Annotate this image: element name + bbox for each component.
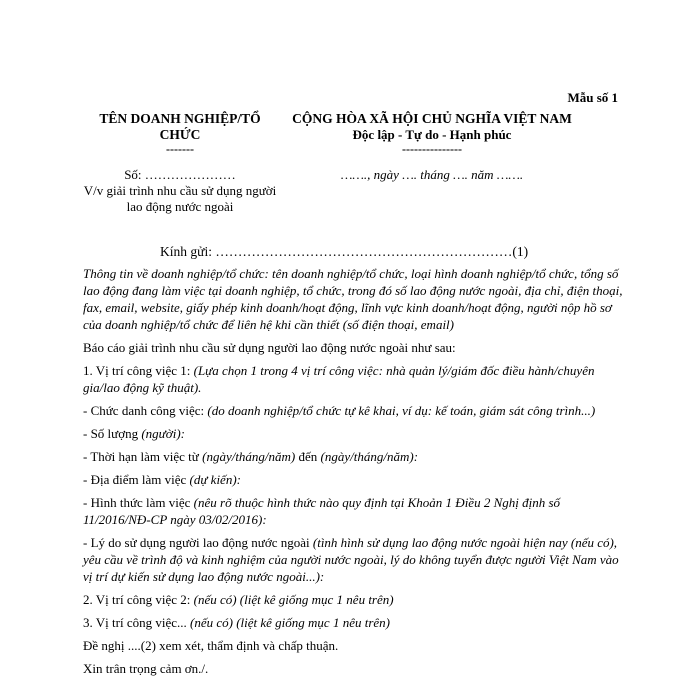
item-reason xyxy=(83,534,623,585)
document-number: Số: ………………… xyxy=(124,167,236,182)
date-line: ……., ngày …. tháng …. năm ……. xyxy=(340,167,524,182)
item-note: (ngày/tháng/năm): xyxy=(320,449,419,464)
closing-line: Xin trân trọng cảm ơn./. xyxy=(83,661,209,676)
report-intro: Báo cáo giải trình nhu cầu sử dụng người lao động nước ngoài như sau: xyxy=(83,340,456,355)
item-note: (tình hình sử dụng lao động nước ngoài hiện nay (nếu có), yêu cầu về trình độ và kinh nghiệm của người nước ngoài, lý do không tuyển được người Việt Nam vào vị trí dự kiến sử dụng lao động nước ngoài...): xyxy=(83,535,619,584)
item-text: - Lý do sử dụng người lao động nước ngoài xyxy=(83,535,313,550)
item-note: (ngày/tháng/năm) xyxy=(202,449,296,464)
item-position-3 xyxy=(83,614,623,631)
item-note: (dự kiến): xyxy=(189,472,241,487)
recipient-line: Kính gửi: …………………………………………………………(1) xyxy=(160,244,529,259)
item-text: - Địa điểm làm việc xyxy=(83,472,190,487)
org-divider: ------- xyxy=(166,142,194,156)
org-header xyxy=(80,111,280,155)
item-note: (nêu rõ thuộc hình thức nào quy định tại Khoản 1 Điều 2 Nghị định số 11/2016/NĐ-CP ngày 03/02/2016): xyxy=(83,495,561,527)
item-text: - Số lượng xyxy=(83,426,142,441)
item-text: 2. Vị trí công việc 2: xyxy=(83,592,194,607)
item-location xyxy=(83,471,623,488)
item-text: - Hình thức làm việc xyxy=(83,495,194,510)
item-duration xyxy=(83,448,623,465)
request-line: Đề nghị ....(2) xem xét, thẩm định và chấp thuận. xyxy=(83,638,339,653)
item-job-title xyxy=(83,402,623,419)
item-note: (nếu có) (liệt kê giống mục 1 nêu trên) xyxy=(193,592,394,607)
item-note: (nếu có) (liệt kê giống mục 1 nêu trên) xyxy=(190,615,390,630)
item-note: (Lựa chọn 1 trong 4 vị trí công việc: nhà quản lý/giám đốc điều hành/chuyên gia/lao động kỹ thuật). xyxy=(83,363,595,395)
form-number: Mẫu số 1 xyxy=(567,90,618,105)
item-text: - Thời hạn làm việc từ xyxy=(83,449,203,464)
nation-header xyxy=(282,111,582,155)
document-subject: V/v giải trình nhu cầu sử dụng người lao động nước ngoài xyxy=(83,183,277,214)
item-position-1 xyxy=(83,362,623,396)
item-quantity xyxy=(83,425,623,442)
nation-name: CỘNG HÒA XÃ HỘI CHỦ NGHĨA VIỆT NAM xyxy=(292,111,572,126)
item-text: 3. Vị trí công việc... xyxy=(83,615,190,630)
nation-divider: --------------- xyxy=(402,142,462,156)
item-text: - Chức danh công việc: xyxy=(83,403,208,418)
item-text: đến xyxy=(295,449,321,464)
nation-motto: Độc lập - Tự do - Hạnh phúc xyxy=(352,127,512,142)
item-work-form xyxy=(83,494,623,528)
document-body xyxy=(83,265,623,683)
item-note: (người): xyxy=(141,426,185,441)
item-note: (do doanh nghiệp/tổ chức tự kê khai, ví dụ: kế toán, giám sát công trình...) xyxy=(207,403,596,418)
item-text: 1. Vị trí công việc 1: xyxy=(83,363,194,378)
org-name: TÊN DOANH NGHIỆP/TỔ CHỨC xyxy=(99,111,261,142)
item-position-2 xyxy=(83,591,623,608)
company-info-paragraph: Thông tin về doanh nghiệp/tổ chức: tên doanh nghiệp/tổ chức, loại hình doanh nghiệp/tổ chức, tổng số lao động đang làm việc tại doanh nghiệp, tổ chức, trong đó số lao động nước ngoài, địa chỉ, điện thoại, fax, email, website, giấy phép kinh doanh/hoạt động, lĩnh vực kinh doanh/hoạt động, người nộp hồ sơ của doanh nghiệp/tổ chức để liên hệ khi cần thiết (số điện thoại, email) xyxy=(83,266,623,332)
